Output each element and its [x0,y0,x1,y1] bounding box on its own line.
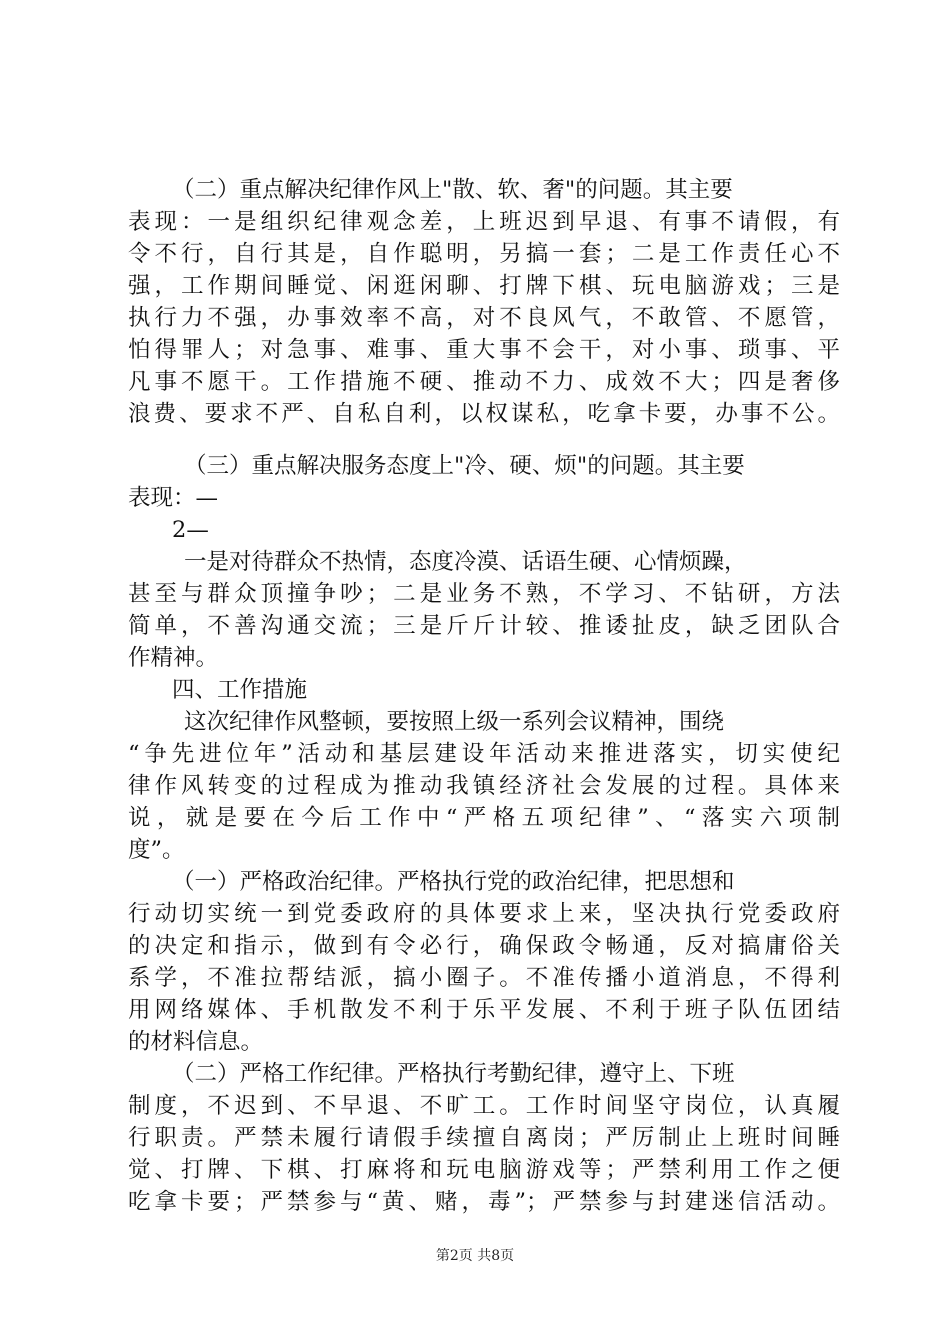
text-line: 表现：— [128,485,219,511]
text-line: “争先进位年”活动和基层建设年活动来推进落实，切实使纪 [128,741,840,767]
text-line: 度”。 [128,837,185,863]
text-line: 一是对待群众不热情，态度冷漠、话语生硬、心情烦躁， [184,549,747,575]
text-line: 用网络媒体、手机散发不利于乐平发展、不利于班子队伍团结 [128,997,840,1023]
text-line: 的材料信息。 [128,1029,264,1055]
text-line: 制度，不迟到、不早退、不旷工。工作时间坚守岗位，认真履 [128,1093,840,1119]
text-line: （三）重点解决服务态度上"冷、硬、烦"的问题。其主要 [184,453,745,479]
text-line: 行职责。严禁未履行请假手续擅自离岗；严厉制止上班时间睡 [128,1125,840,1151]
text-line: 律作风转变的过程成为推动我镇经济社会发展的过程。具体来 [128,773,840,799]
page-footer: 第2页 共8页 [435,1248,515,1264]
text-line: （一）严格政治纪律。严格执行党的政治纪律，把思想和 [172,869,735,895]
text-line: 令不行，自行其是，自作聪明，另搞一套；二是工作责任心不 [128,241,840,267]
text-line: （二）严格工作纪律。严格执行考勤纪律，遵守上、下班 [172,1061,735,1087]
paragraph-discipline-style [128,174,840,430]
text-line: 吃拿卡要；严禁参与“黄、赌，毒”；严禁参与封建迷信活动。 [128,1189,840,1215]
text-line: 执行力不强，办事效率不高，对不良风气，不敢管、不愿管， [128,305,840,331]
text-line: 作精神。 [128,645,219,671]
text-line: 表现：一是组织纪律观念差，上班迟到早退、有事不请假，有 [128,209,840,235]
text-line: 凡事不愿干。工作措施不硬、推动不力、成效不大；四是奢侈 [128,369,840,395]
text-line: 甚至与群众顶撞争吵；二是业务不熟，不学习、不钻研，方法 [128,581,840,607]
text-line: 行动切实统一到党委政府的具体要求上来，坚决执行党委政府 [128,901,840,927]
page-number-marker: 2— [172,517,209,543]
body-continued [128,514,840,1218]
text-line: 的决定和指示，做到有令必行，确保政令畅通，反对搞庸俗关 [128,933,840,959]
text-line: 说，就是要在今后工作中“严格五项纪律”、“落实六项制 [128,805,840,831]
text-line: 这次纪律作风整顿，要按照上级一系列会议精神，围绕 [184,709,725,735]
text-line: 简单，不善沟通交流；三是斤斤计较、推诿扯皮，缺乏团队合 [128,613,840,639]
text-line: 觉、打牌、下棋、打麻将和玩电脑游戏等；严禁利用工作之便 [128,1157,840,1183]
paragraph-service-attitude [128,450,840,514]
text-line: 浪费、要求不严、自私自利，以权谋私，吃拿卡要，办事不公。 [128,401,840,427]
section-heading: 四、工作措施 [172,677,308,703]
text-line: 强，工作期间睡觉、闲逛闲聊、打牌下棋、玩电脑游戏；三是 [128,273,840,299]
text-line: 怕得罪人；对急事、难事、重大事不会干，对小事、琐事、平 [128,337,840,363]
text-line: （二）重点解决纪律作风上"散、软、奢"的问题。其主要 [172,177,733,203]
text-line: 系学，不准拉帮结派，搞小圈子。不准传播小道消息，不得利 [128,965,840,991]
